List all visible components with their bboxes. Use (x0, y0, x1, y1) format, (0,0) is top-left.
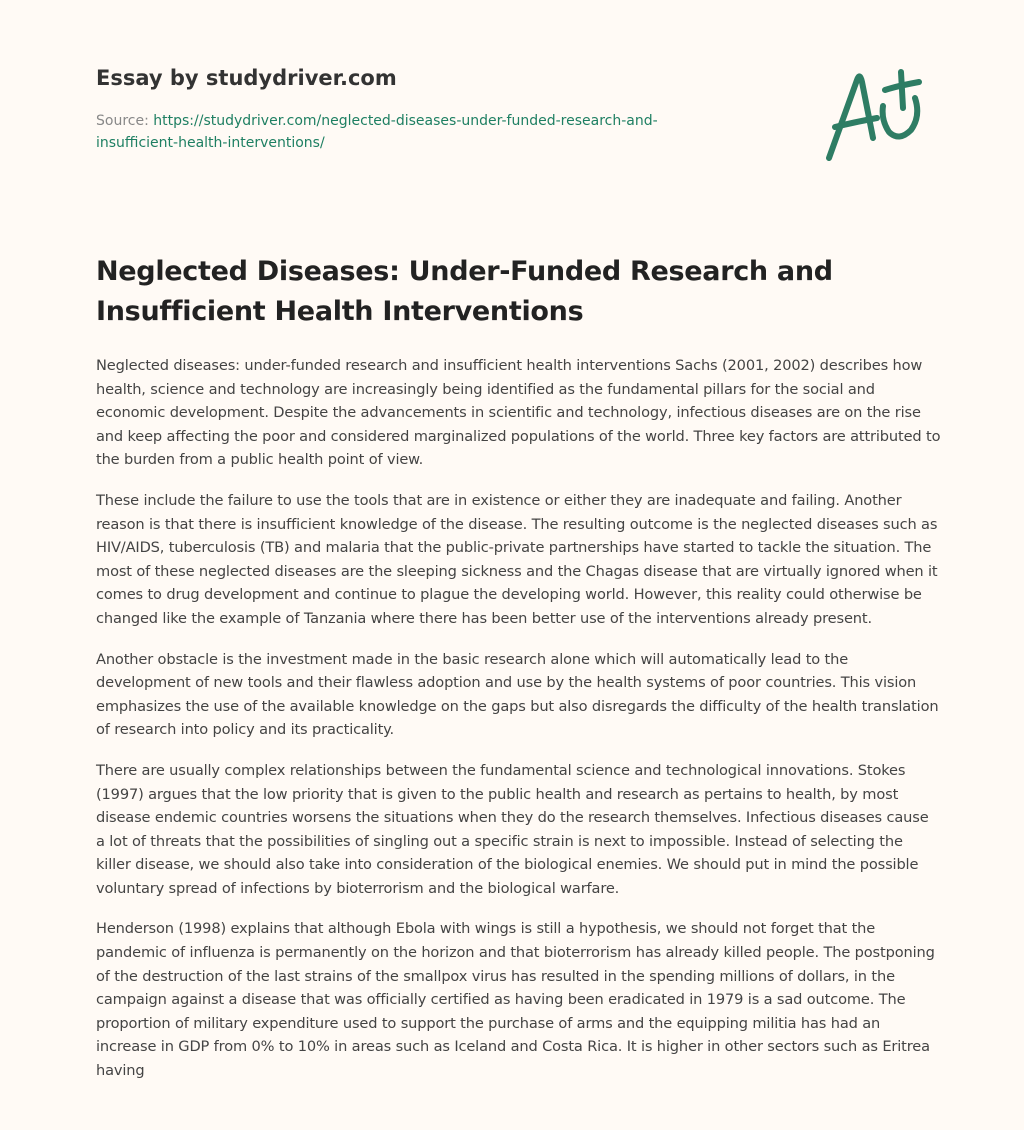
article-body (96, 354, 941, 1100)
header (96, 62, 716, 154)
paragraph: These include the failure to use the tools that are in existence or either they are inadequate and failing. Another reason is that there is insufficient knowledge of the disease. The resulting outcome is the neglected diseases such as HIV/AIDS, tuberculosis (TB) and malaria that the public-private partnerships have started to tackle the situation. The most of these neglected diseases are the sleeping sickness and the Chagas disease that are virtually ignored when it comes to drug development and continue to plague the developing world. However, this reality could otherwise be changed like the example of Tanzania where there has been better use of the interventions already present. (96, 491, 938, 627)
source-label: Source: (96, 113, 154, 129)
site-brand: Essay by studydriver.com (96, 66, 397, 90)
paragraph: Neglected diseases: under-funded research and insufficient health interventions Sachs (2001, 2002) describes how health, science and technology are increasingly being identified as the fundamental pillars for the social and economic development. Despite the advancements in scientific and technology, infectious diseases are on the rise and keep affecting the poor and considered marginalized populations of the world. Three key factors are attributed to the burden from a public health point of view. (96, 357, 941, 469)
source-link[interactable]: https://studydriver.com/neglected-diseases-under-funded-research-and-insufficient-health-interventions/ (96, 113, 658, 151)
a-plus-logo-icon (815, 60, 935, 170)
paragraph: There are usually complex relationships between the fundamental science and technological innovations. Stokes (1997) argues that the low priority that is given to the public health and research as pertains to health, by most disease endemic countries worsens the situations when they do the research themselves. Infectious diseases cause a lot of threats that the possibilities of singling out a specific strain is next to impossible. Instead of selecting the killer disease, we should also take into consideration of the biological enemies. We should put in mind the possible voluntary spread of infections by bioterrorism and the biological warfare. (96, 761, 929, 897)
paragraph: Henderson (1998) explains that although Ebola with wings is still a hypothesis, we should not forget that the pandemic of influenza is permanently on the horizon and that bioterrorism has already killed people. The postponing of the destruction of the last strains of the smallpox virus has resulted in the spending millions of dollars, in the campaign against a disease that was officially certified as having been eradicated in 1979 is a sad outcome. The proportion of military expenditure used to support the purchase of arms and the equipping militia has had an increase in GDP from 0% to 10% in areas such as Iceland and Costa Rica. It is higher in other sectors such as Eritrea having (96, 920, 935, 1080)
paragraph: Another obstacle is the investment made in the basic research alone which will automatically lead to the development of new tools and their flawless adoption and use by the health systems of poor countries. This vision emphasizes the use of the available knowledge on the gaps but also disregards the difficulty of the health translation of research into policy and its practicality. (96, 650, 939, 739)
article-title: Neglected Diseases: Under-Funded Research and Insufficient Health Interventions (96, 256, 833, 327)
source-line (96, 110, 716, 154)
